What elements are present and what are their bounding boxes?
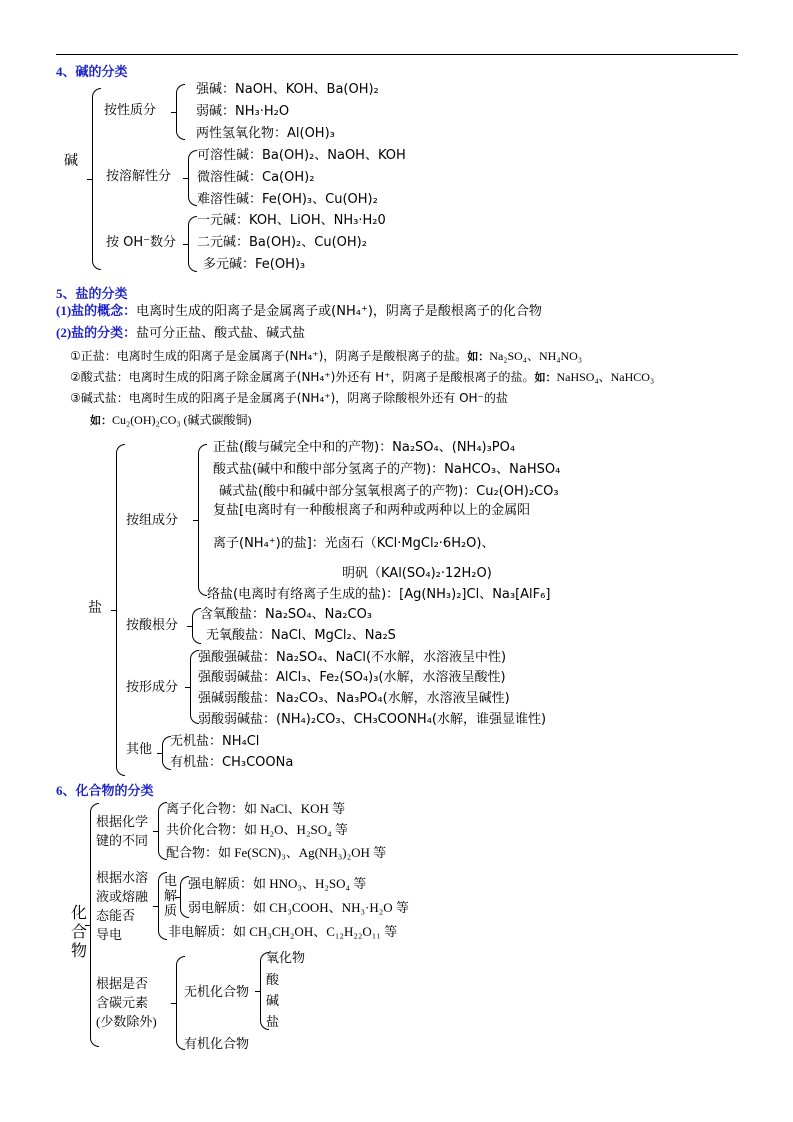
cmp-b2-label-line: 态能否 xyxy=(96,908,136,923)
salt-concept xyxy=(56,303,542,320)
salt-brace xyxy=(116,444,125,776)
basic-salt-line: ③碱式盐：电离时生成的阳离子是金属离子(NH₄⁺)，阴离子除酸根外还有 OH⁻的盐 xyxy=(70,391,508,405)
salt-g1-brace xyxy=(198,444,207,596)
base-group2-item: 可溶性碱：Ba(OH)₂、NaOH、KOH xyxy=(197,148,406,163)
cmp-b1-item: 离子化合物：如 NaCl、KOH 等 xyxy=(166,801,346,816)
salt-g1-item: 正盐(酸与碱完全中和的产物)：Na₂SO₄、(NH₄)₃PO₄ xyxy=(213,440,516,455)
salt-g1-label: 按组成分 xyxy=(126,513,179,528)
base-group1-item: 弱碱：NH₃·H₂O xyxy=(196,104,290,119)
base-group2-brace xyxy=(188,150,197,206)
cmp-b2-sub: 电 解 质 xyxy=(164,873,178,918)
base-root: 碱 xyxy=(64,153,78,169)
salt-g1-item: 离子(NH₄⁺)的盐]：光卤石（KCl·MgCl₂·6H₂O)、 xyxy=(213,536,495,551)
base-group3-item: 多元碱：Fe(OH)₃ xyxy=(203,257,306,272)
cmp-b1-label xyxy=(96,812,148,850)
base-group3-brace xyxy=(188,216,197,272)
acid-salt-example: NaHSO₄、NaHCO₃ xyxy=(556,370,655,384)
compound-root xyxy=(70,904,88,961)
cmp-b1-item: 共价化合物：如 H₂O、H₂SO₄ 等 xyxy=(166,822,348,837)
salt-g1-item: 碱式盐(酸中和碱中部分氢氧根离子的产物)：Cu₂(OH)₂CO₃ xyxy=(219,484,559,499)
cmp-b3-label xyxy=(96,974,157,1031)
basic-salt-example-line xyxy=(90,412,252,429)
salt-class-label: (2)盐的分类： xyxy=(56,325,137,340)
base-group3-label: 按 OH⁻数分 xyxy=(106,235,177,250)
salt-g1-item: 复盐[电离时有一种酸根离子和两种或两种以上的金属阳 xyxy=(213,503,531,518)
salt-g4-item: 有机盐：CH₃COONa xyxy=(170,755,294,770)
cmp-b2-label-line: 液或熔融 xyxy=(96,889,149,904)
cmp-b3-inorganic: 无机化合物 xyxy=(184,984,250,999)
salt-g3-item: 强碱弱酸盐：Na₂CO₃、Na₃PO₄(水解，水溶液呈碱性) xyxy=(198,691,510,706)
example-marker: 如： xyxy=(534,371,557,384)
salt-g2-label: 按酸根分 xyxy=(126,618,179,633)
salt-g1-item: 酸式盐(碱中和酸中部分氢离子的产物)：NaHCO₃、NaHSO₄ xyxy=(213,462,561,477)
base-group1-item: 两性氢氧化物：Al(OH)₃ xyxy=(196,126,335,141)
base-group2-item: 微溶性碱：Ca(OH)₂ xyxy=(197,170,315,185)
salt-g3-item: 强酸强碱盐：Na₂SO₄、NaCl(不水解，水溶液呈中性) xyxy=(198,650,507,665)
cmp-b1-item: 配合物：如 Fe(SCN)₃、Ag(NH₃)₂OH 等 xyxy=(166,845,387,860)
cmp-b3-label-line: (少数除外) xyxy=(96,1014,157,1029)
acid-salt-text: ②酸式盐：电离时生成的阳离子除金属离子(NH₄⁺)外还有 H⁺，阴离子是酸根离子的盐。 xyxy=(70,370,535,384)
salt-g1-item: 明矾（KAl(SO₄)₂·12H₂O) xyxy=(342,566,492,581)
cmp-b2-item: 弱电解质：如 CH₃COOH、NH₃·H₂O 等 xyxy=(188,900,409,915)
base-group1-brace xyxy=(176,84,185,140)
base-group1-item: 强碱：NaOH、KOH、Ba(OH)₂ xyxy=(196,82,379,97)
cmp-b3-inorganic-item: 酸 xyxy=(266,972,280,987)
salt-g2-item: 含氧酸盐：Na₂SO₄、Na₂CO₃ xyxy=(200,607,373,622)
section4-title: 4、碱的分类 xyxy=(56,64,128,79)
salt-g3-label: 按形成分 xyxy=(126,680,179,695)
top-rule xyxy=(56,54,738,55)
normal-salt-line xyxy=(70,348,582,365)
salt-class xyxy=(56,325,305,342)
cmp-b3-label-line: 根据是否 xyxy=(96,976,149,991)
base-group2-item: 难溶性碱：Fe(OH)₃、Cu(OH)₂ xyxy=(197,192,378,207)
cmp-b2-label-line: 导电 xyxy=(96,927,123,942)
basic-salt-example: Cu₂(OH)₂CO₃ (碱式碳酸铜) xyxy=(112,413,252,427)
cmp-b3-inorganic-item: 碱 xyxy=(266,993,280,1008)
cmp-b2-label xyxy=(96,868,148,944)
salt-g4-item: 无机盐：NH₄Cl xyxy=(170,734,260,749)
section5-title: 5、盐的分类 xyxy=(56,286,128,301)
salt-g3-item: 弱酸弱碱盐：(NH₄)₂CO₃、CH₃COONH₄(水解，谁强显谁性) xyxy=(198,712,547,727)
base-group3-item: 二元碱：Ba(OH)₂、Cu(OH)₂ xyxy=(197,235,367,250)
normal-salt-text: ①正盐：电离时生成的阳离子是金属离子(NH₄⁺)，阴离子是酸根离子的盐。 xyxy=(70,349,468,363)
cmp-b2-item: 强电解质：如 HNO₃、H₂SO₄ 等 xyxy=(188,876,367,891)
acid-salt-line xyxy=(70,369,654,386)
compound-root-text: 化 合 物 xyxy=(70,905,87,960)
cmp-b2-label-line: 根据水溶 xyxy=(96,870,149,885)
salt-class-text: 盐可分正盐、酸式盐、碱式盐 xyxy=(136,326,306,341)
example-marker: 如： xyxy=(90,414,112,427)
cmp-b3-inorganic-item: 盐 xyxy=(266,1014,280,1029)
cmp-b3-organic: 有机化合物 xyxy=(184,1036,250,1051)
salt-root: 盐 xyxy=(88,600,102,616)
cmp-b3-label-line: 含碳元素 xyxy=(96,995,149,1010)
base-group2-label: 按溶解性分 xyxy=(106,169,172,184)
salt-g4-label: 其他 xyxy=(126,742,153,757)
base-group3-item: 一元碱：KOH、LiOH、NH₃·H₂0 xyxy=(197,213,386,228)
salt-concept-text: 电离时生成的阳离子是金属离子或(NH₄⁺)，阴离子是酸根离子的化合物 xyxy=(136,304,542,319)
salt-g3-item: 强酸弱碱盐：AlCl₃、Fe₂(SO₄)₃(水解，水溶液呈酸性) xyxy=(198,670,506,685)
cmp-b2-non: 非电解质：如 CH₃CH₂OH、C₁₂H₂₂O₁₁ 等 xyxy=(168,924,398,939)
section6-title: 6、化合物的分类 xyxy=(56,783,154,798)
salt-g1-item: 络盐(电离时有络离子生成的盐)：[Ag(NH₃)₂]Cl、Na₃[AlF₆] xyxy=(207,587,551,602)
salt-concept-label: (1)盐的概念： xyxy=(56,303,137,318)
base-group1-label: 按性质分 xyxy=(104,103,157,118)
cmp-b3-inorganic-item: 氧化物 xyxy=(266,950,306,965)
base-brace xyxy=(92,88,101,270)
normal-salt-example: Na₂SO₄、NH₄NO₃ xyxy=(489,349,583,363)
cmp-b1-label-line: 键的不同 xyxy=(96,833,149,848)
cmp-b1-label-line: 根据化学 xyxy=(96,814,149,829)
example-marker: 如： xyxy=(467,350,490,363)
salt-g2-item: 无氧酸盐：NaCl、MgCl₂、Na₂S xyxy=(206,628,396,643)
